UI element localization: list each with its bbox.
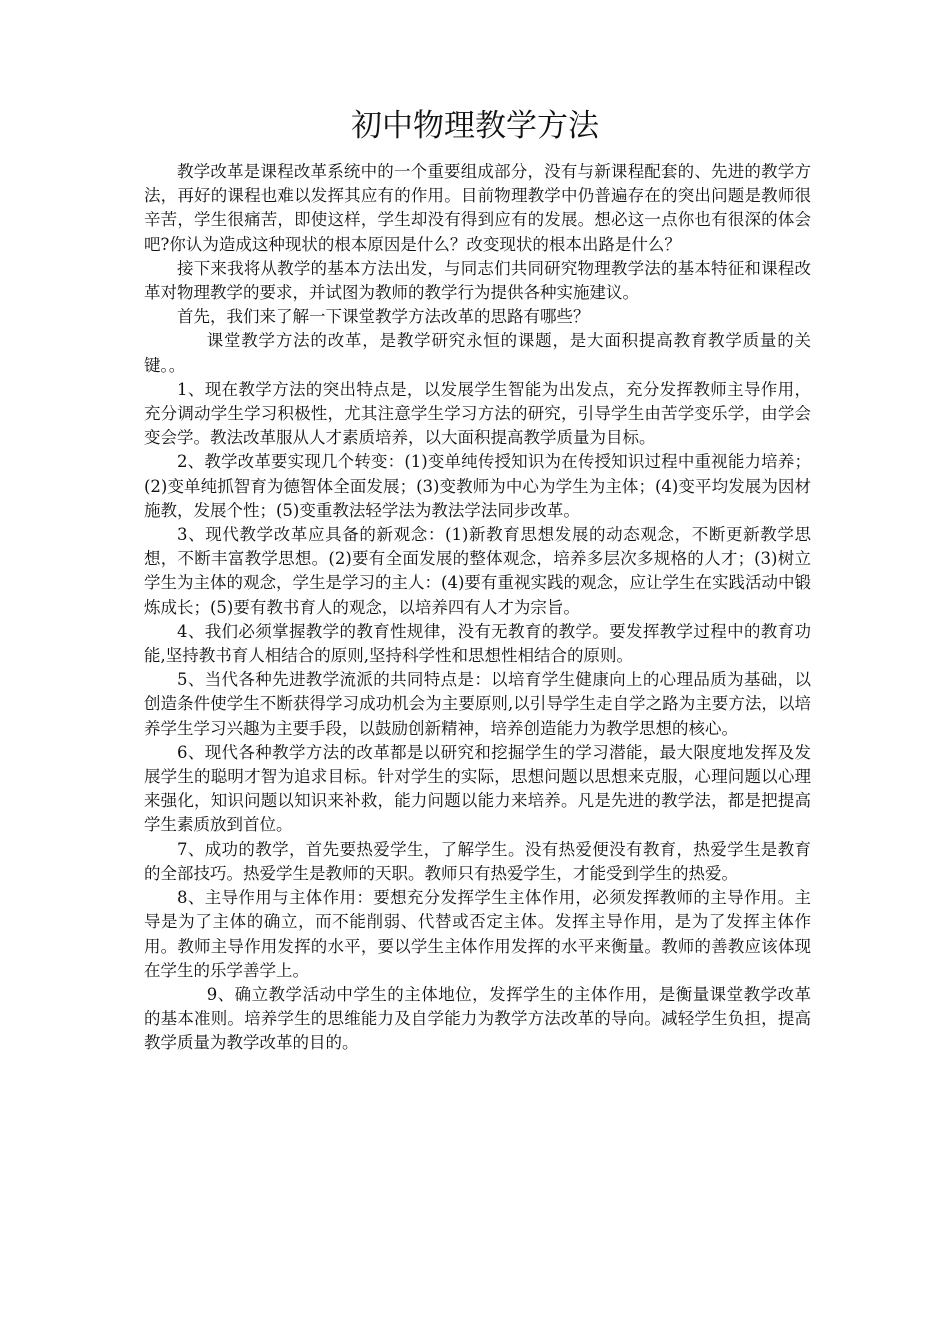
paragraph-point-7: 7、成功的教学，首先要热爱学生，了解学生。没有热爱便没有教育，热爱学生是教育的全部技巧。热爱学生是教师的天职。教师只有热爱学生，才能受到学生的热爱。 (144, 839, 811, 883)
paragraph-point-8: 8、主导作用与主体作用：要想充分发挥学生主体作用，必须发挥教师的主导作用。主导是为了主体的确立，而不能削弱、代替或否定主体。发挥主导作用，是为了发挥主体作用。教师主导作用发挥的水平，要以学生主体作用发挥的水平来衡量。教师的善教应该体现在学生的乐学善学上。 (144, 888, 811, 980)
paragraph-point-2: 2、教学改革要实现几个转变：(1)变单纯传授知识为在传授知识过程中重视能力培养；(2)变单纯抓智育为德智体全面发展；(3)变教师为中心为学生为主体；(4)变平均发展为因材施教，发展个性；(5)变重教法轻学法为教法学法同步改革。 (144, 452, 811, 520)
document-title: 初中物理教学方法 (351, 108, 599, 144)
paragraph-overview: 接下来我将从教学的基本方法出发，与同志们共同研究物理教学法的基本特征和课程改革对物理教学的要求，并试图为教师的教学行为提供各种实施建议。 (144, 258, 811, 303)
paragraph-point-3: 3、现代教学改革应具备的新观念：(1)新教育思想发展的动态观念，不断更新教学思想，不断丰富教学思想。(2)要有全面发展的整体观念，培养多层次多规格的人才；(3)树立学生为主体的观念，学生是学习的主人：(4)要有重视实践的观念，应让学生在实践活动中锻炼成长；(5)要有教书育人的观念，以培养四有人才为宗旨。 (144, 525, 811, 617)
paragraph-point-6: 6、现代各种教学方法的改革都是以研究和挖掘学生的学习潜能，最大限度地发挥及发展学生的聪明才智为追求目标。针对学生的实际，思想问题以思想来克服，心理问题以心理来强化，知识问题以知识来补救，能力问题以能力来培养。凡是先进的教学法，都是把提高学生素质放到首位。 (144, 742, 811, 835)
paragraph-point-1: 1、现在教学方法的突出特点是，以发展学生智能为出发点，充分发挥教师主导作用，充分调动学生学习积极性，尤其注意学生学习方法的研究，引导学生由苦学变乐学，由学会变会学。教法改革服从人才素质培养，以大面积提高教学质量为目标。 (144, 379, 811, 448)
paragraph-reform-key: 课堂教学方法的改革，是教学研究永恒的课题，是大面积提高教育教学质量的关键。。 (144, 331, 811, 375)
paragraph-point-9: 9、确立教学活动中学生的主体地位，发挥学生的主体作用，是衡量课堂教学改革的基本准则。培养学生的思维能力及自学能力为教学方法改革的导向。减轻学生负担，提高教学质量为教学改革的目的。 (144, 984, 811, 1053)
document-body (144, 160, 811, 1056)
paragraph-first-question: 首先，我们来了解一下课堂教学方法改革的思路有哪些？ (177, 307, 590, 327)
paragraph-intro: 教学改革是课程改革系统中的一个重要组成部分，没有与新课程配套的、先进的教学方法，再好的课程也难以发挥其应有的作用。目前物理教学中仍普遍存在的突出问题是教师很辛苦，学生很痛苦，即使这样，学生却没有得到应有的发展。想必这一点你也有很深的体会吧?你认为造成这种现状的根本原因是什么？改变现状的根本出路是什么？ (144, 162, 811, 254)
paragraph-point-4: 4、我们必须掌握教学的教育性规律，没有无教育的教学。要发挥教学过程中的教育功能,坚持教书育人相结合的原则,坚持科学性和思想性相结合的原则。 (144, 621, 811, 666)
paragraph-point-5: 5、当代各种先进教学流派的共同特点是：以培育学生健康向上的心理品质为基础，以创造条件使学生不断获得学习成功机会为主要原则,以引导学生走自学之路为主要方法，以培养学生学习兴趣为主要手段，以鼓励创新精神，培养创造能力为教学思想的核心。 (144, 670, 811, 738)
